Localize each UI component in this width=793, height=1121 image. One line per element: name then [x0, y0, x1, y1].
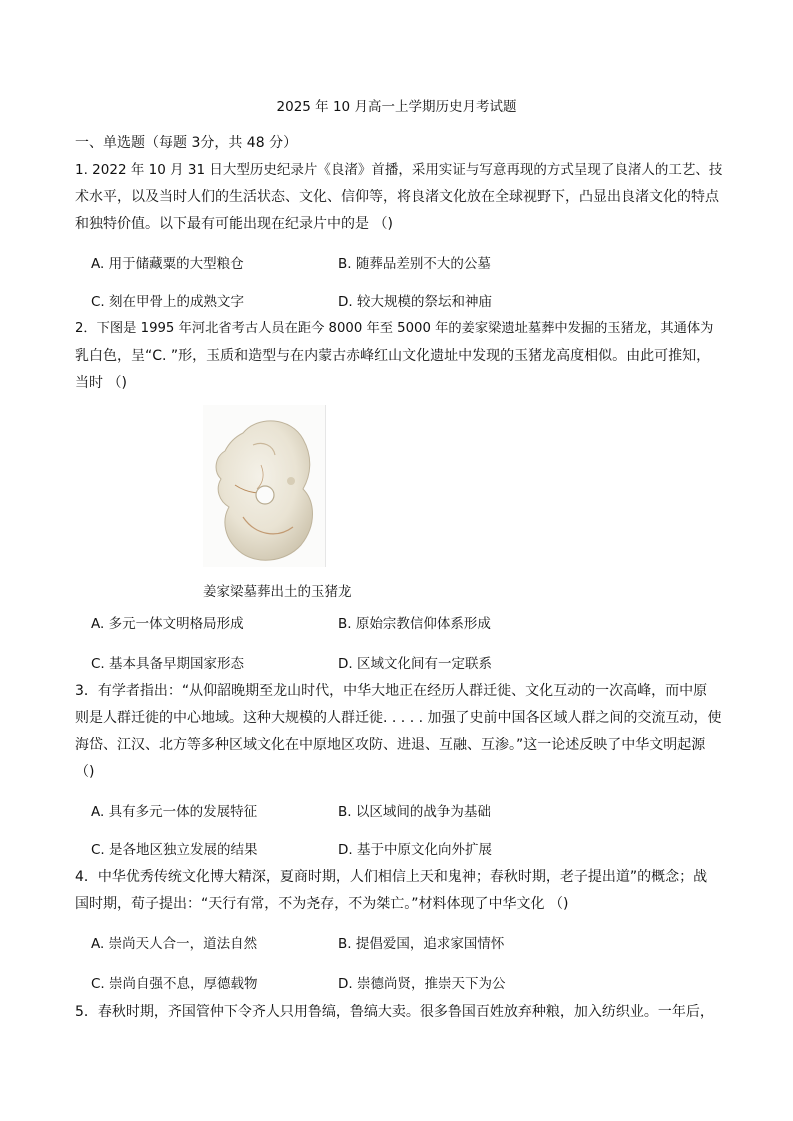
jade-pig-dragon-illustration — [203, 405, 325, 567]
jade-pig-dragon-image — [203, 405, 326, 567]
q1-option-b: B. 随葬品差别不大的公墓 — [338, 256, 491, 272]
q2-option-b: B. 原始宗教信仰体系形成 — [338, 616, 491, 632]
q3-line-2: 则是人群迁徙的中心地域。这种大规模的人群迁徙. . . . . 加强了史前中国各区域人群之间的交流互动，使 — [75, 710, 722, 726]
q1-option-a: A. 用于储藏粟的大型粮仓 — [91, 256, 244, 272]
q4-option-b: B. 提倡爱国，追求家国情怀 — [338, 936, 505, 952]
q1-line-3: 和独特价值。以下最有可能出现在纪录片中的是 （) — [75, 216, 393, 232]
q1-option-c: C. 刻在甲骨上的成熟文字 — [91, 294, 245, 310]
q3-line-3: 海岱、江汉、北方等多种区域文化在中原地区攻防、进退、互融、互渗。”这一论述反映了中华文明起源 — [75, 737, 706, 753]
q3-option-d: D. 基于中原文化向外扩展 — [338, 842, 492, 858]
q4-option-d: D. 崇德尚贤，推崇天下为公 — [338, 976, 506, 992]
q3-line-1: 3．有学者指出：“从仰韶晚期至龙山时代，中华大地正在经历人群迁徙、文化互动的一次高峰，而中原 — [75, 683, 708, 699]
q1-line-1: 1. 2022 年 10 月 31 日大型历史纪录片《良渚》首播，采用实证与写意再现的方式呈现了良渚人的工艺、技 — [75, 162, 723, 178]
q2-option-d: D. 区域文化间有一定联系 — [338, 656, 492, 672]
q2-line-3: 当时 （) — [75, 375, 127, 391]
q3-line-4: （) — [75, 764, 95, 780]
q4-line-1: 4．中华优秀传统文化博大精深，夏商时期，人们相信上天和鬼神；春秋时期，老子提出道”的概念；战 — [75, 869, 708, 885]
q2-option-a: A. 多元一体文明格局形成 — [91, 616, 244, 632]
figure-caption: 姜家梁墓葬出土的玉猪龙 — [203, 584, 352, 600]
q3-option-a: A. 具有多元一体的发展特征 — [91, 804, 258, 820]
q4-option-c: C. 崇尚自强不息，厚德载物 — [91, 976, 258, 992]
q2-option-c: C. 基本具备早期国家形态 — [91, 656, 245, 672]
q3-option-b: B. 以区域间的战争为基础 — [338, 804, 491, 820]
q2-line-2: 乳白色，呈“C. ”形，玉质和造型与在内蒙古赤峰红山文化遗址中发现的玉猪龙高度相似。由此可推知， — [75, 348, 711, 364]
q4-line-2: 国时期，荀子提出：“天行有常，不为尧存，不为桀亡。”材料体现了中华文化 （) — [75, 896, 569, 912]
page-title: 2025 年 10 月高一上学期历史月考试题 — [276, 99, 517, 115]
q5-line-1: 5．春秋时期，齐国管仲下令齐人只用鲁缟，鲁缟大卖。很多鲁国百姓放弃种粮，加入纺织业。一年后， — [75, 1004, 714, 1020]
q1-option-d: D. 较大规模的祭坛和神庙 — [338, 294, 492, 310]
q3-option-c: C. 是各地区独立发展的结果 — [91, 842, 258, 858]
q4-option-a: A. 崇尚天人合一，道法自然 — [91, 936, 258, 952]
q1-line-2: 术水平，以及当时人们的生活状态、文化、信仰等，将良渚文化放在全球视野下，凸显出良渚文化的特点 — [75, 189, 719, 205]
q2-line-1: 2．下图是 1995 年河北省考古人员在距今 8000 年至 5000 年的姜家梁遗址墓葬中发掘的玉猪龙，其通体为 — [75, 321, 714, 336]
section-heading: 一、单选题（每题 3分，共 48 分） — [75, 135, 298, 151]
